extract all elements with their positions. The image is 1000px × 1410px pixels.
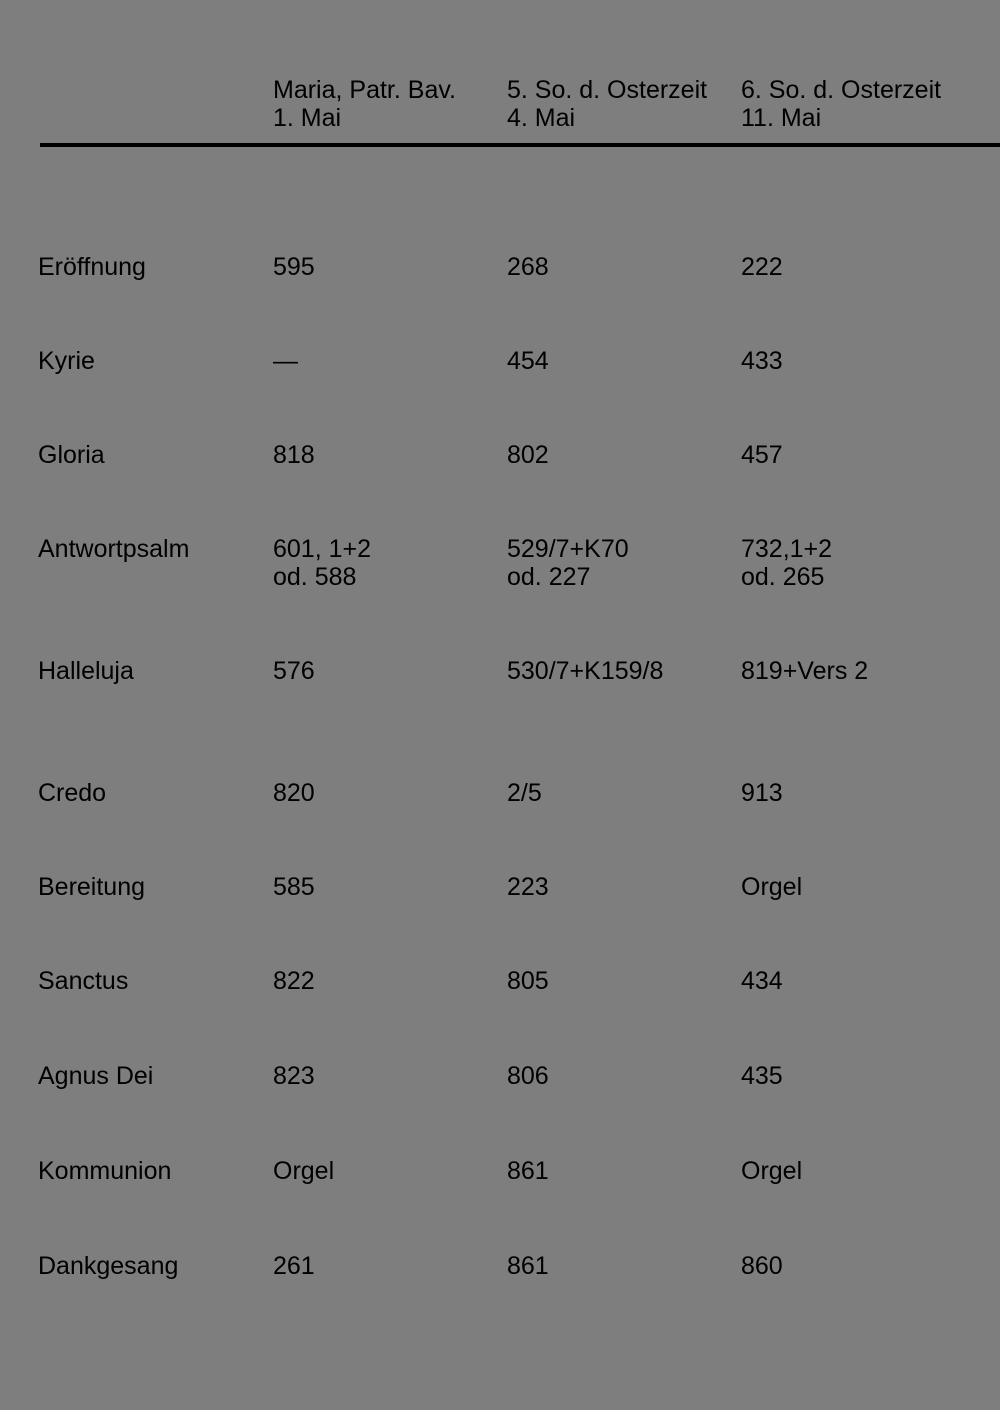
row-label: Kommunion <box>38 1157 172 1185</box>
cell-text: 732,1+2 <box>741 535 833 563</box>
cell-text: 222 <box>741 253 783 281</box>
table-row <box>0 657 1000 717</box>
cell-text: 268 <box>507 253 549 281</box>
column-header-date: 1. Mai <box>273 104 342 132</box>
cell-text: 2/5 <box>507 779 542 807</box>
table-cell <box>741 441 783 469</box>
column-header-5-sonntag-osterzeit <box>507 76 707 132</box>
table-row <box>0 347 1000 407</box>
row-label: Dankgesang <box>38 1252 179 1280</box>
table-cell <box>741 347 783 375</box>
cell-text: 819+Vers 2 <box>741 657 869 685</box>
table-cell <box>273 253 315 281</box>
cell-text: 433 <box>741 347 783 375</box>
table-cell <box>507 1062 549 1090</box>
cell-text: 529/7+K70 <box>507 535 629 563</box>
cell-text-alt: od. 227 <box>507 563 591 591</box>
table-cell <box>741 535 832 591</box>
column-header-date: 11. Mai <box>741 104 822 132</box>
table-row <box>0 1062 1000 1122</box>
cell-text: 530/7+K159/8 <box>507 657 664 685</box>
table-cell <box>741 1062 783 1090</box>
table-cell <box>507 441 549 469</box>
cell-text: Orgel <box>741 1157 803 1185</box>
table-row <box>0 441 1000 501</box>
cell-text-alt: od. 265 <box>741 563 825 591</box>
table-row <box>0 1252 1000 1312</box>
table-header-row <box>0 76 1000 136</box>
row-label: Kyrie <box>38 347 95 375</box>
row-label: Gloria <box>38 441 105 469</box>
table-cell <box>507 253 549 281</box>
column-header-date: 4. Mai <box>507 104 576 132</box>
table-cell <box>741 1157 802 1185</box>
cell-text: 601, 1+2 <box>273 535 372 563</box>
table-cell <box>273 967 315 995</box>
cell-text: Orgel <box>273 1157 335 1185</box>
cell-text: 861 <box>507 1252 549 1280</box>
table-cell <box>273 779 315 807</box>
row-label: Eröffnung <box>38 253 146 281</box>
table-cell <box>273 535 371 591</box>
cell-text: 802 <box>507 441 549 469</box>
cell-text: 806 <box>507 1062 549 1090</box>
table-cell <box>507 347 549 375</box>
cell-text: 595 <box>273 253 315 281</box>
table-row <box>0 1157 1000 1217</box>
table-row <box>0 873 1000 933</box>
table-row <box>0 779 1000 839</box>
column-header-6-sonntag-osterzeit <box>741 76 941 132</box>
table-cell <box>741 779 783 807</box>
table-cell <box>273 1157 334 1185</box>
table-cell <box>507 967 549 995</box>
cell-text: 434 <box>741 967 783 995</box>
row-label: Halleluja <box>38 657 134 685</box>
cell-text: 818 <box>273 441 315 469</box>
table-cell <box>273 873 315 901</box>
table-cell <box>741 967 783 995</box>
table-cell <box>741 1252 783 1280</box>
table-cell <box>741 657 868 685</box>
row-label: Bereitung <box>38 873 146 901</box>
table-row <box>0 253 1000 313</box>
table-cell <box>273 1252 315 1280</box>
cell-text: 454 <box>507 347 549 375</box>
column-header-maria-patr-bav <box>273 76 456 132</box>
column-header-title: Maria, Patr. Bav. <box>273 76 456 104</box>
table-cell <box>507 1252 549 1280</box>
column-header-title: 6. So. d. Osterzeit <box>741 76 942 104</box>
cell-text: 913 <box>741 779 783 807</box>
column-header-title: 5. So. d. Osterzeit <box>507 76 708 104</box>
header-divider <box>40 143 1000 147</box>
table-cell <box>507 779 542 807</box>
row-label: Sanctus <box>38 967 129 995</box>
cell-text: 820 <box>273 779 315 807</box>
cell-text: — <box>273 347 298 375</box>
row-label: Antwortpsalm <box>38 535 190 563</box>
cell-text-alt: od. 588 <box>273 563 357 591</box>
cell-text: 805 <box>507 967 549 995</box>
table-cell <box>273 347 298 375</box>
table-cell <box>507 657 663 685</box>
cell-text: 860 <box>741 1252 783 1280</box>
table-cell <box>741 253 783 281</box>
table-row <box>0 967 1000 1027</box>
row-label: Agnus Dei <box>38 1062 154 1090</box>
cell-text: 457 <box>741 441 783 469</box>
table-cell <box>507 873 549 901</box>
table-cell <box>741 873 802 901</box>
cell-text: 435 <box>741 1062 783 1090</box>
cell-text: 576 <box>273 657 315 685</box>
table-cell <box>273 441 315 469</box>
cell-text: 261 <box>273 1252 315 1280</box>
cell-text: Orgel <box>741 873 803 901</box>
cell-text: 823 <box>273 1062 315 1090</box>
cell-text: 223 <box>507 873 549 901</box>
cell-text: 822 <box>273 967 315 995</box>
table-cell <box>507 1157 549 1185</box>
cell-text: 861 <box>507 1157 549 1185</box>
cell-text: 585 <box>273 873 315 901</box>
table-cell <box>273 657 315 685</box>
row-label: Credo <box>38 779 107 807</box>
table-row <box>0 535 1000 595</box>
table-cell <box>507 535 629 591</box>
table-cell <box>273 1062 315 1090</box>
